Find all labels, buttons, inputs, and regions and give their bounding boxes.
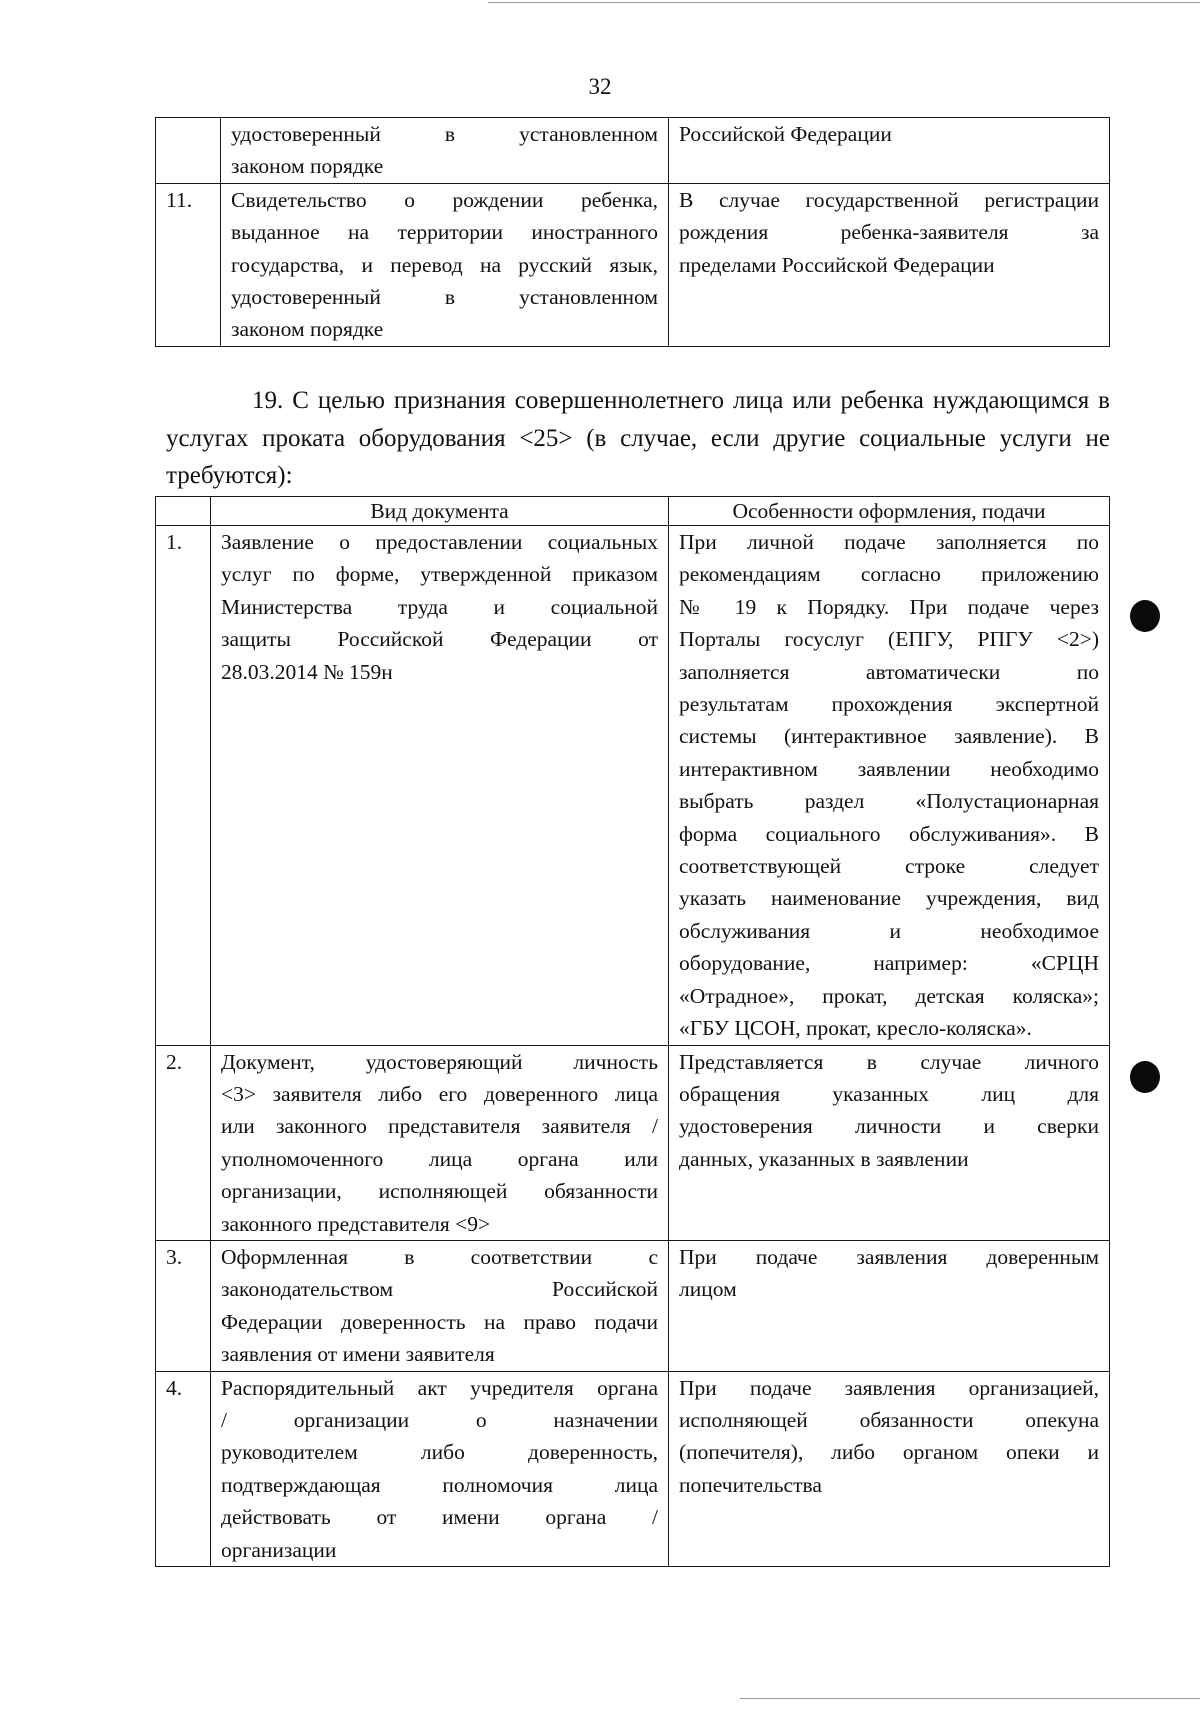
text-line: Распорядительный акт учредителя органа [221, 1375, 658, 1400]
text-line: законом порядке [231, 317, 384, 342]
text-line: Представляется в случае личного [679, 1049, 1099, 1074]
text-line: Свидетельство о рождении ребенка, [231, 187, 658, 212]
text-line: заполняется автоматически по [679, 659, 1099, 684]
text-line: (попечителя), либо органом опеки и [679, 1440, 1099, 1465]
section-19-paragraph: 19. С целью признания совершеннолетнего лица или ребенка нуждающимся в услугах проката оборудования <25> (в случае, если другие социальные услуги не требуются): [166, 387, 1110, 489]
header-document-type: Вид документа [211, 497, 669, 526]
text-line: «Отрадное», прокат, детская коляска»; [679, 983, 1099, 1008]
text-line: Порталы госуслуг (ЕПГУ, РПГУ <2>) [679, 627, 1099, 652]
table-row [156, 183, 1110, 346]
text-line: или законного представителя заявителя / [221, 1114, 658, 1139]
header-filing-notes: Особенности оформления, подачи [669, 497, 1110, 526]
filing-notes-cell [669, 1240, 1110, 1371]
text-line: результатам прохождения экспертной [679, 692, 1099, 717]
text-line: Оформленная в соответствии с [221, 1244, 658, 1269]
row-number: 3. [156, 1240, 211, 1371]
row-number: 1. [156, 526, 211, 1046]
text-line: выбрать раздел «Полустационарная [679, 789, 1099, 814]
text-line: интерактивном заявлении необходимо [679, 756, 1099, 781]
filing-notes-cell [669, 1371, 1110, 1566]
text-line: 28.03.2014 № 159н [221, 659, 393, 684]
text-line: удостоверения личности и сверки [679, 1114, 1099, 1139]
filing-notes-cell [669, 526, 1110, 1046]
document-type-cell [211, 1240, 669, 1371]
table-row [156, 1045, 1110, 1240]
text-line: пределами Российской Федерации [679, 252, 995, 277]
text-line: обращения указанных лиц для [679, 1081, 1099, 1106]
scan-bottom-line [740, 1698, 1200, 1699]
scan-edge-line [488, 2, 1200, 3]
document-type-cell [211, 526, 669, 1046]
text-line: В случае государственной регистрации [679, 187, 1099, 212]
document-type-cell [211, 1045, 669, 1240]
text-line: подтверждающая полномочия лица [221, 1472, 658, 1497]
text-line: удостоверенный в установленном [231, 122, 658, 146]
table-header-row [156, 497, 1110, 526]
text-line: форма социального обслуживания». В [679, 821, 1099, 846]
text-line: заявления от имени заявителя [221, 1342, 495, 1367]
text-line: защиты Российской Федерации от [221, 627, 658, 652]
text-line: руководителем либо доверенность, [221, 1440, 658, 1465]
table-row [156, 1240, 1110, 1371]
page-number: 32 [588, 74, 612, 99]
text-line: оборудование, например: «СРЦН [679, 951, 1099, 976]
text-line: рекомендациям согласно приложению [679, 562, 1099, 587]
documents-table-continued [155, 117, 1110, 347]
text-line: удостоверенный в установленном [231, 285, 658, 310]
table-row [156, 118, 1110, 184]
text-line: попечительства [679, 1472, 822, 1497]
row-number [156, 118, 221, 184]
header-number [156, 497, 211, 526]
text-line: организации, исполняющей обязанности [221, 1179, 658, 1204]
text-line: лицом [679, 1277, 737, 1302]
row-number: 2. [156, 1045, 211, 1240]
row-number: 4. [156, 1371, 211, 1566]
text-line: организации [221, 1537, 337, 1562]
text-line: услуг по форме, утвержденной приказом [221, 562, 658, 587]
text-line: исполняющей обязанности опекуна [679, 1407, 1099, 1432]
text-line: уполномоченного лица органа или [221, 1146, 658, 1171]
filing-notes-cell [669, 1045, 1110, 1240]
text-line: Документ, удостоверяющий личность [221, 1049, 658, 1074]
punch-hole [1130, 600, 1160, 632]
table-row [156, 526, 1110, 1046]
filing-notes-cell [669, 183, 1110, 346]
text-line: Федерации доверенность на право подачи [221, 1309, 658, 1334]
text-line: При личной подаче заполняется по [679, 530, 1099, 554]
text-line: выданное на территории иностранного [231, 220, 658, 245]
text-line: Российской Федерации [679, 122, 892, 146]
documents-table-section-19 [155, 496, 1110, 1567]
text-line: При подаче заявления доверенным [679, 1244, 1099, 1269]
text-line: указать наименование учреждения, вид [679, 886, 1099, 911]
row-number: 11. [156, 183, 221, 346]
text-line: Министерства труда и социальной [221, 594, 658, 619]
text-line: Заявление о предоставлении социальных [221, 530, 658, 554]
text-line: «ГБУ ЦСОН, прокат, кресло-коляска». [679, 1016, 1032, 1041]
text-line: / организации о назначении [221, 1407, 658, 1432]
text-line: При подаче заявления организацией, [679, 1375, 1099, 1400]
text-line: данных, указанных в заявлении [679, 1146, 969, 1171]
document-type-cell [211, 1371, 669, 1566]
text-line: действовать от имени органа / [221, 1505, 658, 1530]
text-line: обслуживания и необходимое [679, 918, 1099, 943]
document-type-cell [221, 118, 669, 184]
text-line: <3> заявителя либо его доверенного лица [221, 1081, 658, 1106]
text-line: государства, и перевод на русский язык, [231, 252, 658, 277]
text-line: системы (интерактивное заявление). В [679, 724, 1099, 749]
text-line: № 19 к Порядку. При подаче через [679, 594, 1099, 619]
table-row [156, 1371, 1110, 1566]
document-type-cell [221, 183, 669, 346]
text-line: законодательством Российской [221, 1277, 658, 1302]
text-line: рождения ребенка-заявителя за [679, 220, 1099, 245]
text-line: соответствующей строке следует [679, 854, 1099, 879]
filing-notes-cell [669, 118, 1110, 184]
text-line: законом порядке [231, 154, 384, 179]
punch-hole [1130, 1061, 1160, 1093]
text-line: законного представителя <9> [221, 1211, 491, 1236]
